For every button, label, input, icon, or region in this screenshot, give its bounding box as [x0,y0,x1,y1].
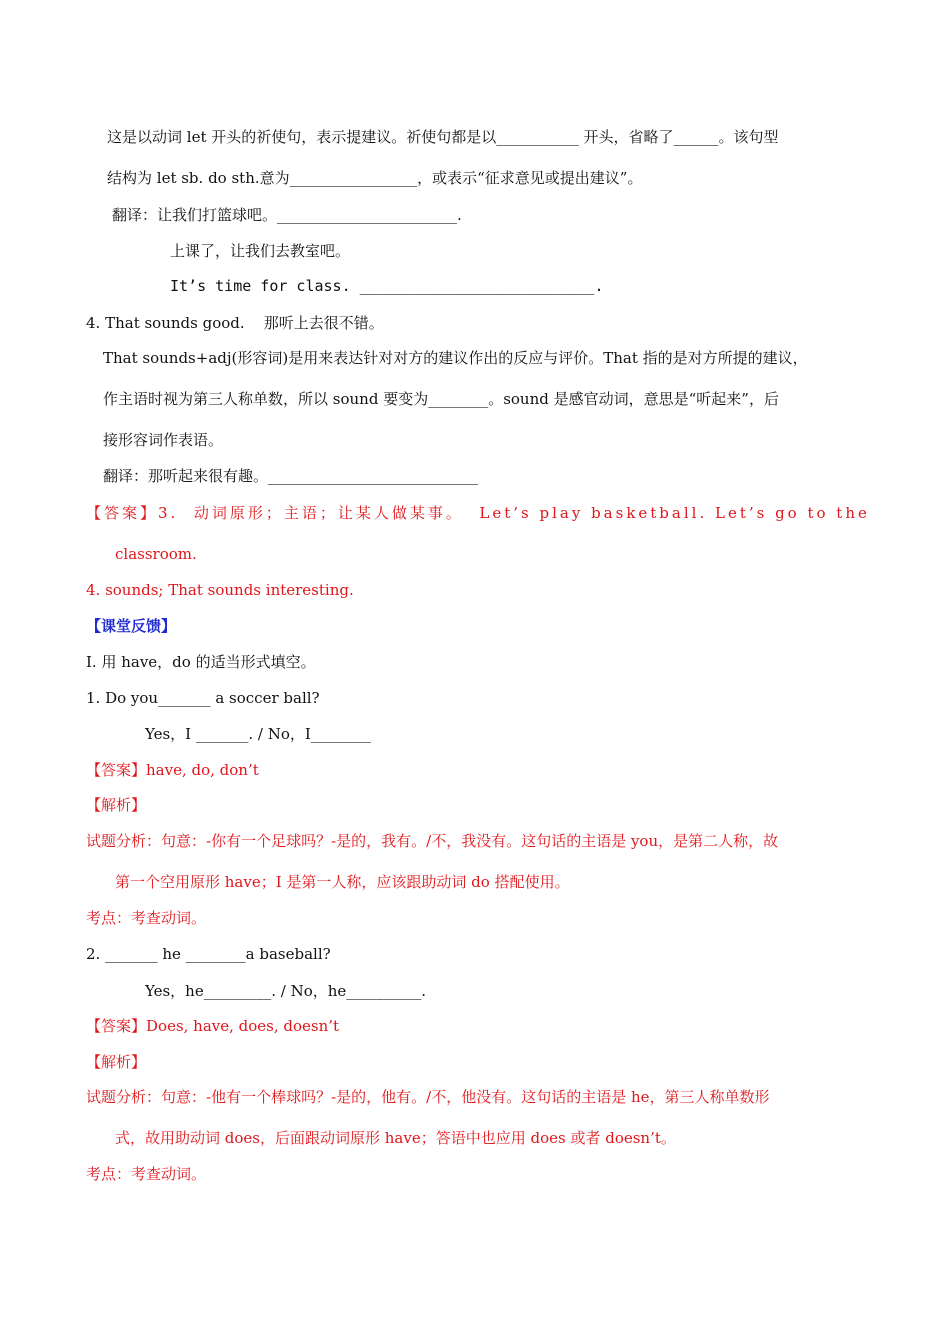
question-1-answer [86,760,259,780]
question-1-reply: Yes，I _______. / No，I________ [145,725,371,743]
question-1-analysis-label: 【解析】 [86,796,147,814]
question-2-analysis-line2: 式，故用助动词 does，后面跟动词原形 have；答语中也应用 does 或者 doesn’t。 [115,1129,676,1147]
answer-3-line2: classroom. [115,545,197,563]
section4-title: 4. That sounds good. 那听上去很不错。 [86,314,384,332]
question-1-point: 考点：考查动词。 [86,909,207,927]
question-2-answer [86,1016,339,1036]
answer-text: Does, have, does, doesn’t [146,1017,340,1035]
question-1: 1. Do you_______ a soccer ball? [86,689,320,707]
question-2-point: 考点：考查动词。 [86,1165,207,1183]
answer-4: 4. sounds; That sounds interesting. [86,581,354,599]
answer-3-line1: 【答案】3. 动词原形；主语；让某人做某事。 Let’s play basketball. Let’s go to the [86,504,870,522]
section3-explanation-line2: 结构为 let sb. do sth.意为_________________，或表示“征求意见或提出建议”。 [107,169,643,187]
section4-explanation-line3: 接形容词作表语。 [103,431,224,449]
question-1-analysis-line1: 试题分析：句意：-你有一个足球吗？-是的，我有。/不，我没有。这句话的主语是 you，是第二人称，故 [86,832,779,850]
section3-translation-2-chinese: 上课了，让我们去教室吧。 [170,242,351,260]
answer-text: have, do, don’t [146,761,259,779]
answer-label: 【答案】 [86,1017,147,1035]
question-1-analysis-line2: 第一个空用原形 have；I 是第一人称，应该跟助动词 do 搭配使用。 [115,873,570,891]
section4-explanation-line2: 作主语时视为第三人称单数，所以 sound 要变为________。sound 是感官动词，意思是“听起来”，后 [103,390,779,408]
section3-explanation-line1: 这是以动词 let 开头的祈使句，表示提建议。祈使句都是以___________ 开头，省略了______。该句型 [107,128,779,146]
section3-translation-1: 翻译：让我们打篮球吧。________________________. [112,206,462,224]
section4-explanation-line1: That sounds+adj(形容词)是用来表达针对对方的建议作出的反应与评价。That 指的是对方所提的建议， [103,349,808,367]
feedback-header: 【课堂反馈】 [86,617,177,635]
question-2-analysis-line1: 试题分析：句意：-他有一个棒球吗？-是的，他有。/不，他没有。这句话的主语是 he，第三人称单数形 [86,1088,770,1106]
answer-label: 【答案】 [86,761,147,779]
question-2-reply: Yes，he_________. / No，he__________. [145,982,427,1000]
section3-translation-2-english: It’s time for class. __________________________. [170,277,604,295]
question-2-analysis-label: 【解析】 [86,1053,147,1071]
question-2: 2. _______ he ________a baseball? [86,945,331,963]
feedback-instruction: Ⅰ. 用 have，do 的适当形式填空。 [86,653,316,671]
section4-translation: 翻译：那听起来很有趣。____________________________ [103,467,479,485]
